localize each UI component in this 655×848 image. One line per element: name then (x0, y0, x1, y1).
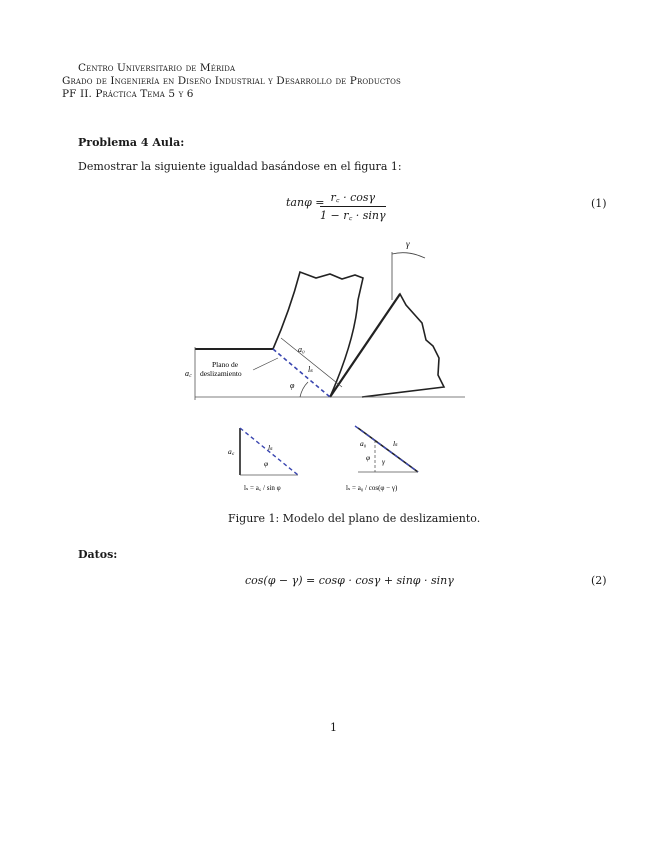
right-formula: lₛ = a₀ / cos(φ − γ) (346, 484, 398, 492)
header-institution: Centro Universitario de Mérida (78, 62, 236, 74)
problem-statement: Demostrar la siguiente igualdad basándose en el figura 1: (78, 160, 402, 173)
tool-rake-face (330, 294, 400, 397)
gamma-arc (392, 253, 425, 258)
equation1-denominator: 1 − r꜀ · sinγ (320, 209, 386, 222)
right-ls-label: lₛ (393, 439, 398, 448)
cutting-tool (330, 294, 444, 397)
gamma-label: γ (406, 239, 410, 249)
data-section-title: Datos: (78, 548, 118, 561)
equation2: cos(φ − γ) = cosφ · cosγ + sinφ · sinγ (245, 574, 454, 587)
shear-plane-line (273, 349, 330, 397)
phi-arc (300, 382, 308, 397)
plane-label-leader (253, 358, 278, 370)
equation1-lhs: tanφ = (286, 196, 325, 209)
ls-label: lₛ (308, 365, 313, 374)
header-course: PF II. Práctica Tema 5 y 6 (62, 88, 194, 100)
header-degree: Grado de Ingeniería en Diseño Industrial y Desarrollo de Productos (62, 75, 401, 87)
plane-label-line2: deslizamiento (200, 369, 242, 378)
a0-label: a₀ (298, 345, 305, 354)
left-ls-label: lₛ (268, 443, 273, 452)
right-a0-label: a₀ (360, 439, 367, 448)
equation1-fraction (320, 190, 386, 223)
ac-label: a꜀ (185, 369, 192, 378)
phi-label: φ (290, 381, 295, 390)
right-phi-label: φ (366, 453, 371, 462)
figure-caption: Figure 1: Modelo del plano de deslizamiento. (228, 512, 481, 525)
equation1-number: (1) (591, 197, 607, 210)
shear-plane-figure (150, 230, 480, 500)
equation2-number: (2) (591, 574, 607, 587)
chip-outline (273, 272, 363, 397)
left-formula: lₛ = a꜀ / sin φ (244, 484, 281, 492)
right-gamma-label: γ (382, 457, 385, 466)
left-ac-label: a꜀ (228, 447, 235, 456)
problem-title: Problema 4 Aula: (78, 136, 185, 149)
plane-label-line1: Plano de (212, 360, 239, 369)
page-number: 1 (330, 721, 337, 734)
equation1-numerator: r꜀ · cosγ (330, 191, 376, 204)
left-phi-label: φ (264, 459, 269, 468)
